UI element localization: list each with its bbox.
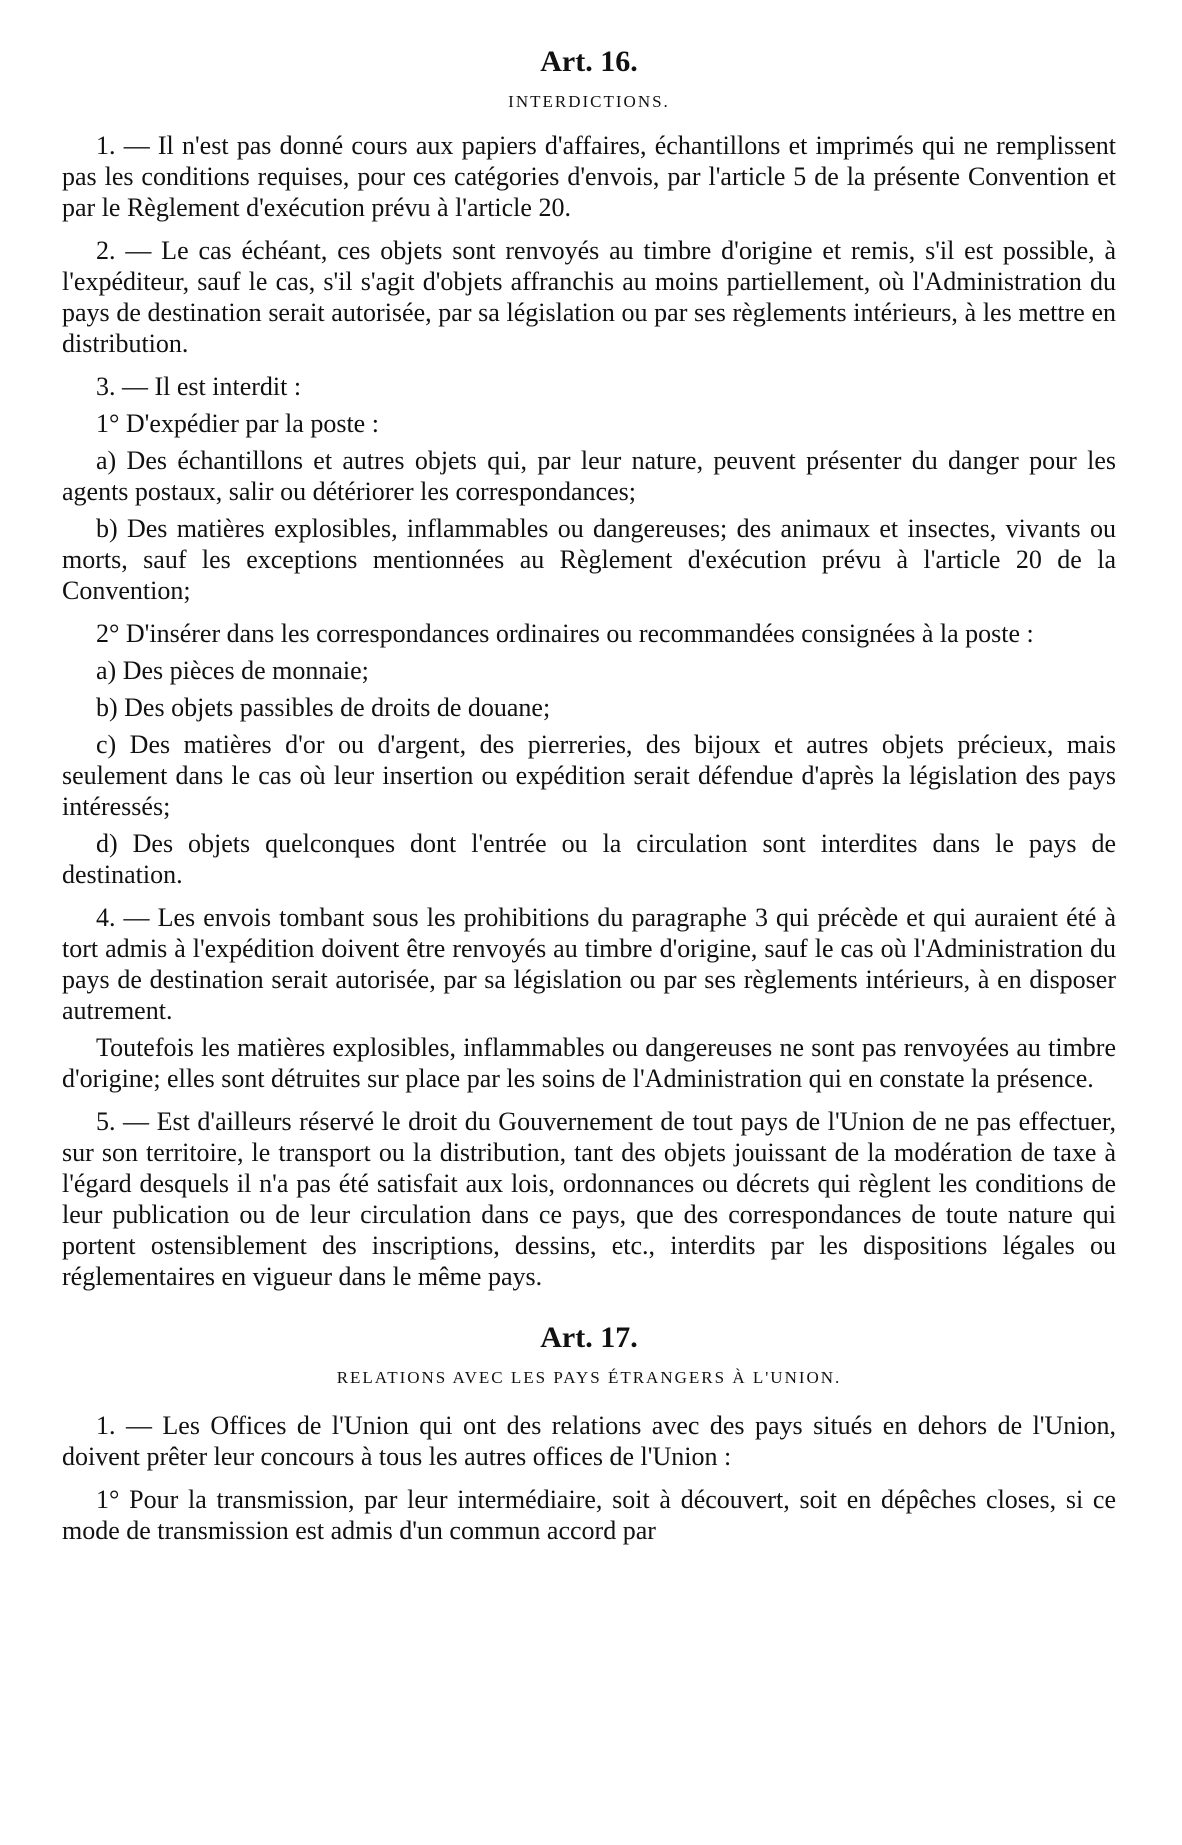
article-16-item-2a: a) Des pièces de monnaie; bbox=[96, 656, 369, 685]
article-16-paragraph-4: 4. — Les envois tombant sous les prohibitions du paragraphe 3 qui précède et qui auraient été à tort admis à l'expédition doivent être renvoyés au timbre d'origine, sauf le cas où l'Administration du pays de destination serait autorisée, par sa législation ou par ses règlements intérieurs, à en disposer autrement. bbox=[62, 903, 1116, 1025]
article-16-item-2b: b) Des objets passibles de droits de douane; bbox=[96, 693, 551, 722]
article-16-item-2d: d) Des objets quelconques dont l'entrée ou la circulation sont interdites dans le pays de destination. bbox=[62, 829, 1116, 889]
article-17-item-1: 1° Pour la transmission, par leur intermédiaire, soit à découvert, soit en dépêches closes, si ce mode de transmission est admis d'un commun accord par bbox=[62, 1485, 1116, 1545]
article-16-paragraph-5: 5. — Est d'ailleurs réservé le droit du Gouvernement de tout pays de l'Union de ne pas effectuer, sur son territoire, le transport ou la distribution, tant des objets jouissant de la modération de taxe à l'égard desquels il n'a pas été satisfait aux lois, ordonnances ou décrets qui règlent les conditions de leur publication ou de leur circulation dans ce pays, que des correspondances de toute nature qui portent ostensiblement des inscriptions, dessins, etc., interdits par les dispositions légales ou réglementaires en vigueur dans le même pays. bbox=[62, 1107, 1116, 1291]
article-16-item-1b: b) Des matières explosibles, inflammables ou dangereuses; des animaux et insectes, vivants ou morts, sauf les exceptions mentionnées au Règlement d'exécution prévu à l'article 20 de la Convention; bbox=[62, 514, 1116, 605]
article-16-paragraph-4-note: Toutefois les matières explosibles, inflammables ou dangereuses ne sont pas renvoyées au timbre d'origine; elles sont détruites sur place par les soins de l'Administration qui en constate la présence. bbox=[62, 1033, 1116, 1093]
article-16-paragraph-2: 2. — Le cas échéant, ces objets sont renvoyés au timbre d'origine et remis, s'il est possible, à l'expéditeur, sauf le cas, s'il s'agit d'objets affranchis au moins partiellement, où l'Administration du pays de destination serait autorisée, par sa législation ou par ses règlements intérieurs, à les mettre en distribution. bbox=[62, 236, 1116, 358]
article-16-item-1: 1° D'expédier par la poste : bbox=[96, 409, 379, 438]
article-17-subtitle: RELATIONS AVEC LES PAYS ÉTRANGERS À L'UNION. bbox=[336, 1368, 842, 1387]
article-16-item-2c: c) Des matières d'or ou d'argent, des pierreries, des bijoux et autres objets précieux, mais seulement dans le cas où leur insertion ou expédition serait défendue d'après la législation des pays intéressés; bbox=[62, 730, 1116, 821]
article-16-paragraph-1: 1. — Il n'est pas donné cours aux papiers d'affaires, échantillons et imprimés qui ne remplissent pas les conditions requises, pour ces catégories d'envois, par l'article 5 de la présente Convention et par le Règlement d'exécution prévu à l'article 20. bbox=[62, 131, 1116, 222]
article-17-paragraph-1: 1. — Les Offices de l'Union qui ont des relations avec des pays situés en dehors de l'Union, doivent prêter leur concours à tous les autres offices de l'Union : bbox=[62, 1411, 1116, 1471]
article-16-title: Art. 16. bbox=[540, 45, 638, 78]
article-16-item-1a: a) Des échantillons et autres objets qui, par leur nature, peuvent présenter du danger pour les agents postaux, salir ou détériorer les correspondances; bbox=[62, 446, 1116, 506]
article-16-paragraph-3: 3. — Il est interdit : bbox=[96, 372, 302, 401]
article-16-subtitle: INTERDICTIONS. bbox=[508, 92, 670, 111]
article-16-item-2: 2° D'insérer dans les correspondances ordinaires ou recommandées consignées à la poste : bbox=[96, 619, 1034, 648]
article-17-title: Art. 17. bbox=[540, 1321, 638, 1354]
